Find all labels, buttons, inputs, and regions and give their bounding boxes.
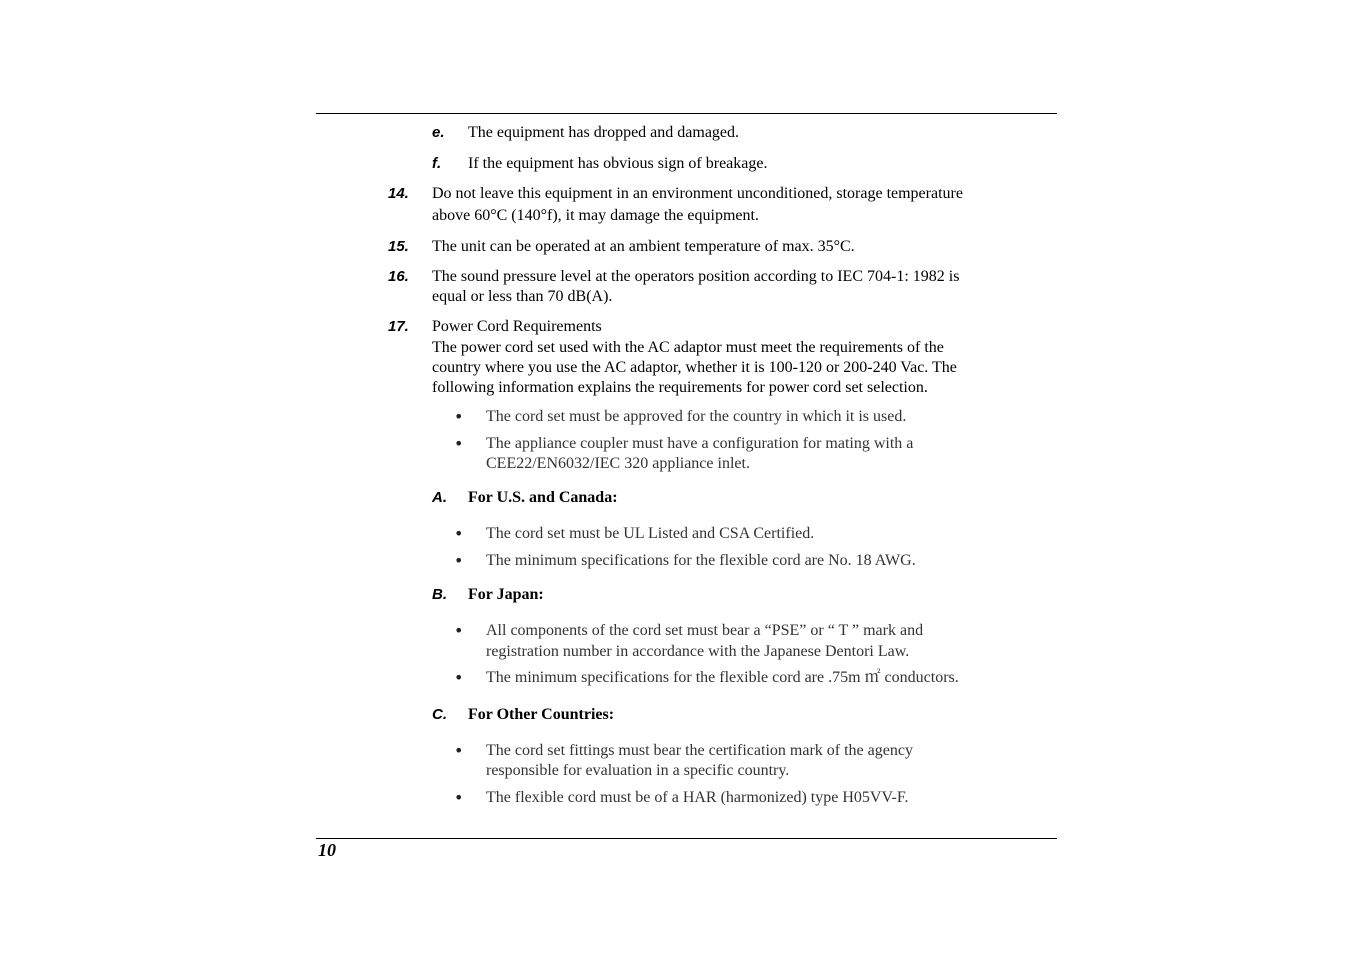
bullet-dot: • bbox=[454, 524, 464, 543]
bullet-dot: • bbox=[454, 434, 464, 453]
section-heading-c: For Other Countries: bbox=[468, 706, 615, 723]
item-text-17-line3: following information explains the requirements for power cord set selection. bbox=[432, 379, 928, 396]
item-text-e: The equipment has dropped and damaged. bbox=[468, 124, 740, 141]
bullet-dot: • bbox=[454, 407, 464, 426]
item-title-17: Power Cord Requirements bbox=[432, 318, 602, 335]
bullet-dot: • bbox=[454, 668, 464, 687]
item-text-14-line1: Do not leave this equipment in an environment unconditioned, storage temperature bbox=[432, 185, 963, 202]
header-rule bbox=[316, 113, 1057, 114]
section-a-bullet-2: The minimum specifications for the flexible cord are No. 18 AWG. bbox=[486, 552, 916, 569]
page-number: 10 bbox=[318, 840, 336, 860]
item-marker-17: 17. bbox=[388, 318, 409, 335]
footer-rule bbox=[316, 838, 1057, 839]
section-marker-a: A. bbox=[432, 489, 447, 506]
section-a-bullet-1: The cord set must be UL Listed and CSA Certified. bbox=[486, 525, 815, 542]
item-text-f: If the equipment has obvious sign of breakage. bbox=[468, 155, 768, 172]
section-b-bullet-1-line1: All components of the cord set must bear a “PSE” or “ T ” mark and bbox=[486, 622, 924, 639]
section-heading-b: For Japan: bbox=[468, 586, 544, 603]
item-text-15: The unit can be operated at an ambient temperature of max. 35°C. bbox=[432, 238, 855, 255]
general-bullet-2-line1: The appliance coupler must have a configuration for mating with a bbox=[486, 435, 914, 452]
section-marker-b: B. bbox=[432, 586, 447, 603]
item-text-17-line2: country where you use the AC adaptor, whether it is 100-120 or 200-240 Vac. The bbox=[432, 359, 957, 376]
item-marker-16: 16. bbox=[388, 268, 409, 285]
section-b-bullet-1-line2: registration number in accordance with the Japanese Dentori Law. bbox=[486, 643, 910, 660]
general-bullet-2-line2: CEE22/EN6032/IEC 320 appliance inlet. bbox=[486, 455, 750, 472]
item-text-14-line2: above 60°C (140°f), it may damage the equipment. bbox=[432, 207, 759, 224]
general-bullet-1: The cord set must be approved for the country in which it is used. bbox=[486, 408, 907, 425]
item-marker-14: 14. bbox=[388, 185, 409, 202]
section-marker-c: C. bbox=[432, 706, 447, 723]
section-heading-a: For U.S. and Canada: bbox=[468, 489, 618, 506]
item-text-16-line1: The sound pressure level at the operators position according to IEC 704-1: 1982 is bbox=[432, 268, 960, 285]
bullet-dot: • bbox=[454, 788, 464, 807]
bullet-dot: • bbox=[454, 741, 464, 760]
item-marker-15: 15. bbox=[388, 238, 409, 255]
section-b-bullet-2: The minimum specifications for the flexible cord are .75m ㎡ conductors. bbox=[486, 669, 959, 686]
bullet-dot: • bbox=[454, 551, 464, 570]
bullet-dot: • bbox=[454, 621, 464, 640]
section-c-bullet-1-line1: The cord set fittings must bear the certification mark of the agency bbox=[486, 742, 913, 759]
item-marker-e: e. bbox=[432, 124, 445, 141]
section-c-bullet-2: The flexible cord must be of a HAR (harmonized) type H05VV-F. bbox=[486, 789, 909, 806]
section-c-bullet-1-line2: responsible for evaluation in a specific country. bbox=[486, 762, 790, 779]
item-text-17-line1: The power cord set used with the AC adaptor must meet the requirements of the bbox=[432, 339, 944, 356]
item-marker-f: f. bbox=[432, 155, 442, 172]
item-text-16-line2: equal or less than 70 dB(A). bbox=[432, 288, 613, 305]
